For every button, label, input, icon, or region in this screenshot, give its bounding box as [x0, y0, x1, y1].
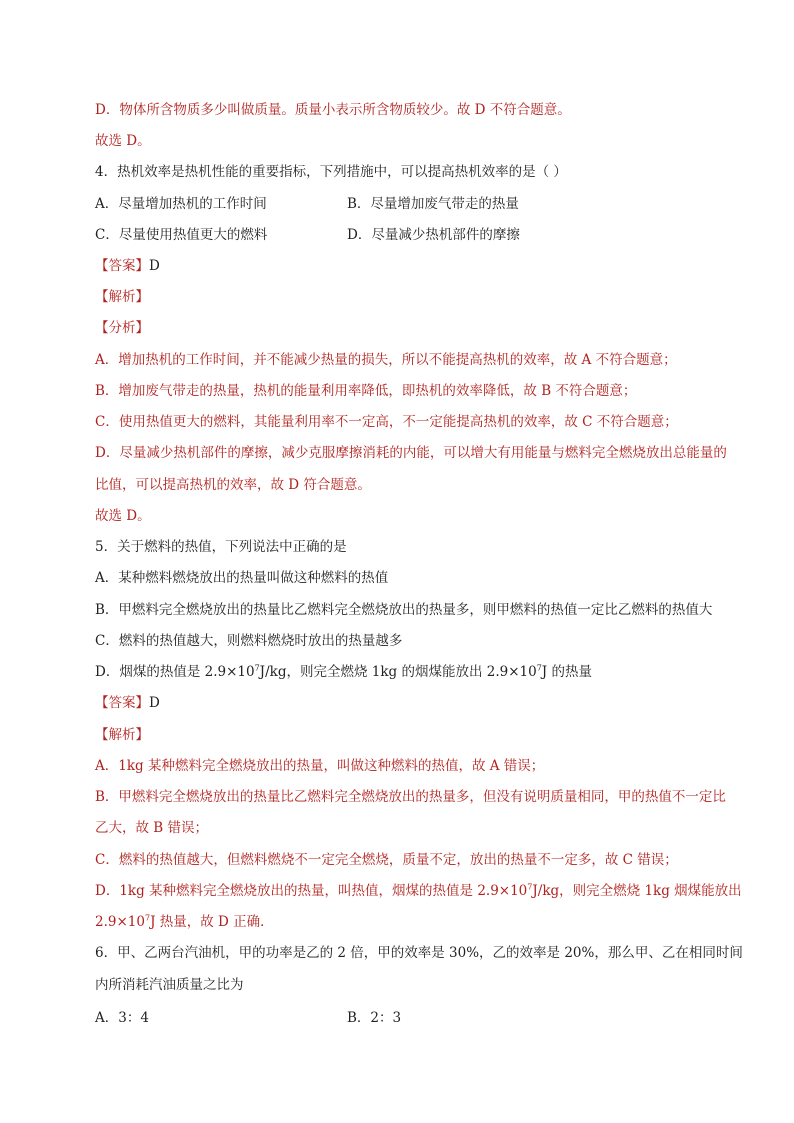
- q5-option-d-part3: J 的热量: [541, 664, 592, 680]
- q5-explanation-d1: [95, 881, 742, 901]
- q5-option-d-exponent2: 7: [536, 663, 542, 673]
- question-6-stem-line2: 内所消耗汽油质量之比为: [95, 977, 244, 993]
- prev-explanation-d: D．物体所含物质多少叫做质量。质量小表示所含物质较少。故 D 不符合题意。: [95, 102, 571, 118]
- prev-conclusion: 故选 D。: [95, 133, 151, 149]
- q5-option-d-part1: D．烟煤的热值是 2.9×10: [95, 664, 255, 680]
- q4-answer-label: 【答案】: [95, 258, 149, 274]
- q4-explanation-a: A．增加热机的工作时间，并不能减少热量的损失，所以不能提高热机的效率，故 A 不符合题意；: [95, 352, 677, 368]
- q4-option-b: B．尽量增加废气带走的热量: [347, 196, 519, 212]
- q5-explanation-d2-exponent: 7: [144, 913, 151, 923]
- q4-option-d: D．尽量减少热机部件的摩擦: [347, 227, 520, 243]
- q5-option-d-part2: J/kg，则完全燃烧 1kg 的烟煤能放出 2.9×10: [259, 664, 537, 680]
- q4-option-a: A．尽量增加热机的工作时间: [95, 196, 267, 212]
- question-6-stem-line1: 6．甲、乙两台汽油机，甲的功率是乙的 2 倍，甲的效率是 30%，乙的效率是 20%，那么甲、乙在相同时间: [95, 945, 743, 961]
- q4-answer: [95, 256, 160, 276]
- q5-explanation-d2-part2: J 热量，故 D 正确．: [150, 914, 274, 930]
- q5-explanation-c: C．燃料的热值越大，但燃料燃烧不一定完全燃烧，质量不定，放出的热量不一定多，故 C 错误；: [95, 852, 678, 868]
- question-5-stem: 5．关于燃料的热值，下列说法中正确的是: [95, 539, 347, 555]
- q6-option-b: B．2：3: [347, 1010, 402, 1026]
- q5-answer-value: D: [149, 695, 160, 711]
- q4-explanation-d1: D．尽量减少热机部件的摩擦，减少克服摩擦消耗的内能，可以增大有用能量与燃料完全燃烧放出总能量的: [95, 445, 727, 461]
- q4-explanation-b: B．增加废气带走的热量，热机的能量利用率降低，即热机的效率降低，故 B 不符合题意；: [95, 383, 637, 399]
- q6-option-a: A．3：4: [95, 1010, 149, 1026]
- q5-explanation-d2-part1: 2.9×10: [95, 914, 145, 930]
- question-4-stem: 4．热机效率是热机性能的重要指标，下列措施中，可以提高热机效率的是（ ）: [95, 164, 567, 180]
- q5-explanation-b2: 乙大，故 B 错误；: [95, 820, 209, 836]
- q4-jiexi-label: 【解析】: [95, 289, 149, 305]
- q5-option-b: B．甲燃料完全燃烧放出的热量比乙燃料完全燃烧放出的热量多，则甲燃料的热值一定比乙燃料的热值大: [95, 602, 713, 618]
- q4-explanation-d2: 比值，可以提高热机的效率，故 D 符合题意。: [95, 477, 371, 493]
- q5-answer: [95, 693, 160, 713]
- q5-explanation-b1: B．甲燃料完全燃烧放出的热量比乙燃料完全燃烧放出的热量多，但没有说明质量相同，甲的热值不一定比: [95, 789, 726, 805]
- q5-explanation-d1-part2: J/kg，则完全燃烧 1kg 烟煤能放出: [532, 883, 742, 899]
- q5-explanation-d1-exponent: 7: [527, 882, 533, 892]
- q5-jiexi-label: 【解析】: [95, 727, 149, 743]
- q5-explanation-d2: [95, 912, 274, 932]
- q5-explanation-d1-part1: D．1kg 某种燃料完全燃烧放出的热量，叫热值，烟煤的热值是 2.9×10: [95, 883, 528, 899]
- q4-fenxi-label: 【分析】: [95, 320, 149, 336]
- q5-explanation-a: A．1kg 某种燃料完全燃烧放出的热量，叫做这种燃料的热值，故 A 错误；: [95, 758, 545, 774]
- q5-option-d-exponent1: 7: [254, 663, 260, 673]
- q5-option-c: C．燃料的热值越大，则燃料燃烧时放出的热量越多: [95, 633, 403, 649]
- q5-option-d: [95, 662, 592, 682]
- q4-option-c: C．尽量使用热值更大的燃料: [95, 227, 268, 243]
- q5-option-a: A．某种燃料燃烧放出的热量叫做这种燃料的热值: [95, 570, 389, 586]
- q5-answer-label: 【答案】: [95, 695, 149, 711]
- q4-conclusion: 故选 D。: [95, 508, 151, 524]
- q4-explanation-c: C．使用热值更大的燃料，其能量利用率不一定高，不一定能提高热机的效率，故 C 不符合题意；: [95, 414, 678, 430]
- q4-answer-value: D: [149, 258, 160, 274]
